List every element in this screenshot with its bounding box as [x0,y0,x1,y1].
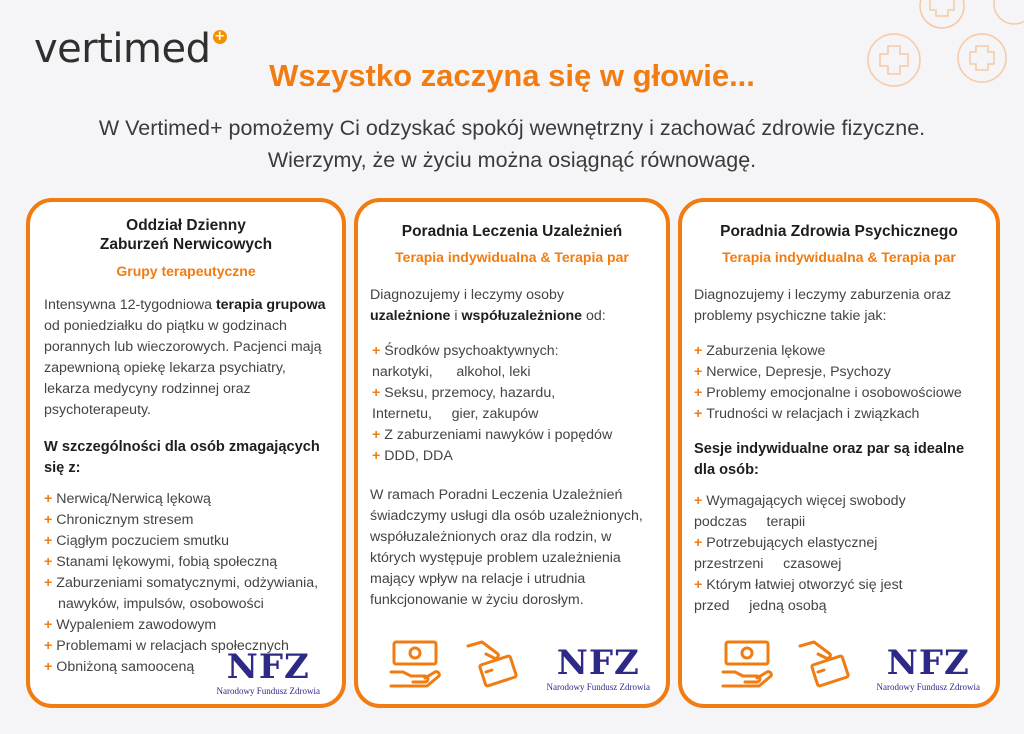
list-item: + Wymagających więcej swobody podczas terapii [694,493,906,530]
card-payment-icon [464,638,518,688]
subheadline-line-1: W Vertimed+ pomożemy Ci odzyskać spokój wewnętrzny i zachować zdrowie fizyczne. [98,116,926,140]
card3-sessions-list [682,491,996,617]
list-item: + Nerwicą/Nerwicą lękową [44,491,211,507]
brand-plus-icon: + [214,29,225,44]
card2-intro-line1: Diagnozujemy i leczymy osoby [370,287,564,303]
cash-hand-icon [388,638,442,688]
card2-intro-line2: uzależnione i współuzależnione od: [370,308,606,324]
card3-intro: Diagnozujemy i leczymy zaburzenia oraz problemy psychiczne takie jak: [694,287,952,324]
list-item: + Ciągłym poczuciem smutku [44,533,229,549]
card3-payment-icons [720,638,850,688]
nfz-logo [216,647,320,696]
nfz-mark: NFZ [556,643,640,683]
card3-title: Poradnia Zdrowia Psychicznego [720,223,958,240]
nfz-mark: NFZ [226,647,310,687]
card-poradnia-zdrowia-psychicznego [678,198,1000,708]
card2-subtitle: Terapia indywidualna & Terapia par [395,249,629,265]
list-item: + Którym łatwiej otworzyć się jest przed jedną osobą [694,577,903,614]
list-item: + Środków psychoaktywnych: narkotyki, alkohol, leki [372,343,559,380]
page-subheadline [0,112,1024,176]
card1-title [30,216,342,254]
card1-desc-bold: terapia grupowa [215,297,326,313]
card-poradnia-uzaleznien [354,198,670,708]
card-payment-icon [796,638,850,688]
list-item: + Zaburzeniami somatycznymi, odżywiania, nawyków, impulsów, osobowości [44,575,319,612]
cash-hand-icon [720,638,774,688]
page-headline: Wszystko zaczyna się w głowie... [269,58,755,93]
list-item: + Wypaleniem zawodowym [44,617,217,633]
list-item: + Stanami lękowymi, fobią społeczną [44,554,278,570]
list-item: + Obniżoną samooceną [44,659,195,675]
card2-intro [358,285,666,327]
card2-title: Poradnia Leczenia Uzależnień [401,223,623,240]
card1-desc-post: od poniedziałku do piątku w godzinach porannych lub wieczorowych. Pacjenci mają zapewnioną opiekę lekarza psychiatry, lekarza medycyny rodzinnej oraz psychoterapeuty. [44,318,322,418]
list-item: + Z zaburzeniami nawyków i popędów [372,427,613,443]
card3-subtitle: Terapia indywidualna & Terapia par [722,249,956,265]
list-item: + Seksu, przemocy, hazardu, Internetu, gier, zakupów [372,385,556,422]
card1-title-line1: Oddział Dzienny [126,217,246,234]
list-item: + Chronicznym stresem [44,512,194,528]
nfz-caption: Narodowy Fundusz Zdrowia [546,682,650,692]
list-item: + Problemami w relacjach społecznych [44,638,289,654]
card1-title-line2: Zaburzeń Nerwicowych [99,236,273,253]
card-oddzial-dzienny [26,198,346,708]
list-item: + Problemy emocjonalne i osobowościowe [694,385,962,401]
nfz-mark: NFZ [886,643,970,683]
card2-list [358,341,666,467]
brand-name: vertimed [34,26,211,72]
nfz-caption: Narodowy Fundusz Zdrowia [216,686,320,696]
card3-list [682,341,996,425]
card1-description [30,295,342,421]
list-item: + Zaburzenia lękowe [694,343,826,359]
list-item: + DDD, DDA [372,448,453,464]
nfz-logo [546,643,650,692]
subheadline-line-2: Wierzymy, że w życiu można osiągnąć równowagę. [267,148,757,172]
nfz-logo [876,643,980,692]
list-item: + Trudności w relacjach i związkach [694,406,920,422]
list-item: + Potrzebujących elastycznej przestrzeni czasowej [694,535,878,572]
card1-desc-pre: Intensywna 12-tygodniowa [44,297,216,313]
nfz-caption: Narodowy Fundusz Zdrowia [876,682,980,692]
list-item: + Nerwice, Depresje, Psychozy [694,364,891,380]
card2-payment-icons [388,638,518,688]
card2-paragraph: W ramach Poradni Leczenia Uzależnień świadczymy usługi dla osób uzależnionych, współuzależnionych oraz dla rodzin, w których występuje problem uzależnienia mający wpływ na relacje i utrudnia funkcjonowanie w życiu dorosłym. [370,487,643,608]
card1-list-heading: W szczególności dla osób zmagających się z: [44,439,320,476]
card1-subtitle: Grupy terapeutyczne [116,263,256,279]
card3-sessions-heading: Sesje indywidualne oraz par są idealne dla osób: [694,441,965,478]
